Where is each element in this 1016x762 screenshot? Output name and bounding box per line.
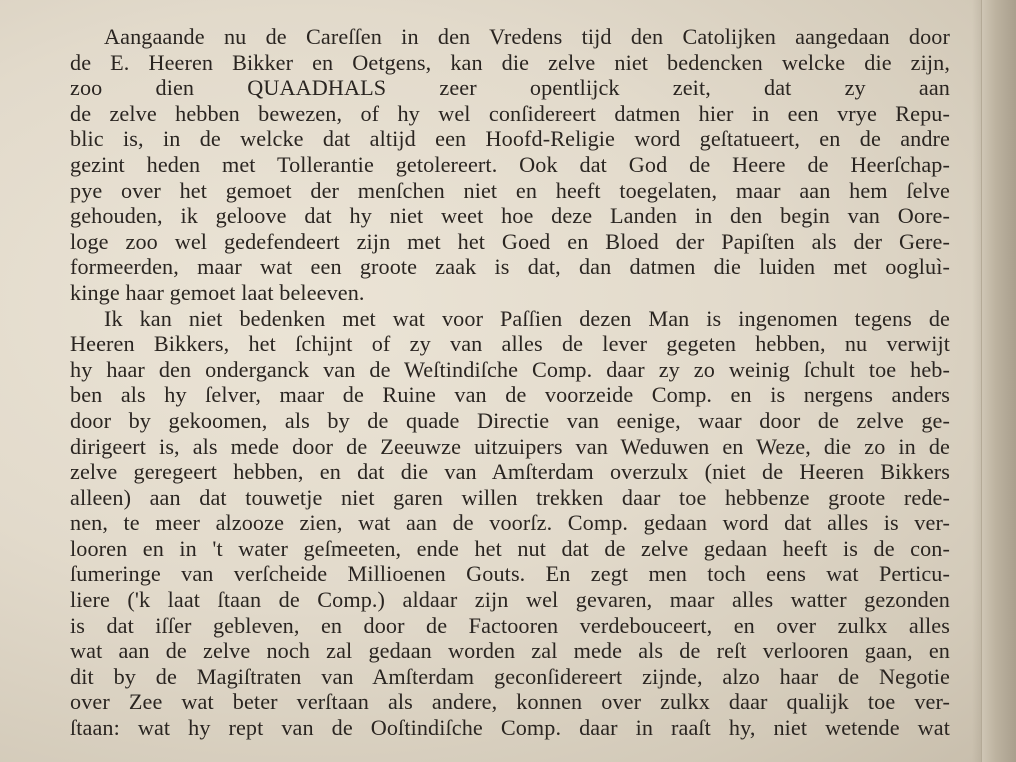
text-line: is dat iſſer gebleven, en door de Factooren verdebouceert, en over zulkx alles [70,612,950,638]
text-line: Ik kan niet bedenken met wat voor Paſſien dezen Man is ingenomen tegens de [104,305,950,331]
text-line: gezint heden met Tollerantie getolereert. Ook dat God de Heere de Heerſchap- [70,151,950,177]
text-line: liere ('k laat ſtaan de Comp.) aldaar zijn wel gevaren, maar alles watter gezonden [70,587,950,613]
text-line: Heeren Bikkers, het ſchijnt of zy van alles de lever gegeten hebben, nu verwijt [70,331,950,357]
text-line: formeerden, maar wat een groote zaak is dat, dan datmen die luiden met oogluì- [70,254,950,280]
text-line: de E. Heeren Bikker en Oetgens, kan die zelve niet bedencken welcke die zijn, [70,49,950,75]
text-line: dirigeert is, als mede door de Zeeuwze uitzuipers van Weduwen en Weze, die zo in de [70,433,950,459]
body-text [70,24,950,741]
text-line: over Zee wat beter verſtaan als andere, konnen over zulkx daar qualijk toe ver- [70,689,950,715]
text-line: gehouden, ik geloove dat hy niet weet hoe deze Landen in den begin van Oore- [70,203,950,229]
text-line: dit by de Magiſtraten van Amſterdam geconſidereert zijnde, alzo haar de Negotie [70,663,950,689]
text-line: blic is, in de welcke dat altijd een Hoofd-Religie word geſtatueert, en de andre [70,126,950,152]
text-line: Aangaande nu de Careſſen in den Vredens tijd den Catolijken aangedaan door [104,24,950,49]
paragraph-1 [70,24,950,306]
text-line: nen, te meer alzooze zien, wat aan de voorſz. Comp. gedaan word dat alles is ver- [70,510,950,536]
text-line: hy haar den onderganck van de Weſtindiſche Comp. daar zy zo weinig ſchult toe heb- [70,356,950,382]
text-line: loge zoo wel gedefendeert zijn met het Goed en Bloed der Papiſten als der Gere- [70,228,950,254]
text-line: looren en in 't water geſmeeten, ende het nut dat de zelve gedaan heeft is de con- [70,535,950,561]
text-line: de zelve hebben bewezen, of hy wel conſidereert datmen hier in een vrye Repu- [70,100,950,126]
text-line: ben als hy ſelver, maar de Ruine van de voorzeide Comp. en is nergens anders [70,382,950,408]
text-line: zelve geregeert hebben, en dat die van Amſterdam overzulx (niet de Heeren Bikkers [70,459,950,485]
text-line: door by gekoomen, als by de quade Directie van eenige, waar door de zelve ge- [70,407,950,433]
text-line: ſumeringe van verſcheide Millioenen Gouts. En zegt men toch eens wat Perticu- [70,561,950,587]
text-line: alleen) aan dat touwetje niet garen willen trekken daar toe hebbenze groote rede- [70,484,950,510]
text-line: pye over het gemoet der menſchen niet en heeft toegelaten, maar aan hem ſelve [70,177,950,203]
text-line: kinge haar gemoet laat beleeven. [70,279,365,305]
adjacent-page-edge [981,0,1016,762]
paragraph-2 [70,306,950,741]
text-line: wat aan de zelve noch zal gedaan worden zal mede als de reſt verlooren gaan, en [70,638,950,664]
text-line: ſtaan: wat hy rept van de Ooſtindiſche Comp. daar in raaſt hy, niet wetende wat [70,715,950,741]
text-line: zoo dien QUAADHALS zeer opentlijck zeit, dat zy aan [70,75,950,101]
